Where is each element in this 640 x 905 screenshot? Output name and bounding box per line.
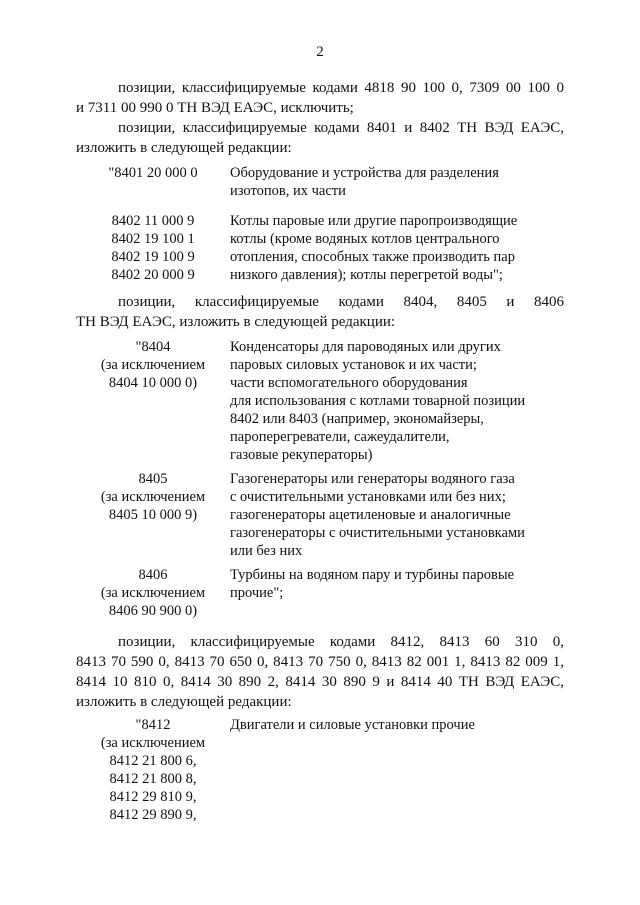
- text-line: изложить в следующей редакции:: [76, 140, 292, 156]
- desc-line: Оборудование и устройства для разделения: [230, 165, 499, 181]
- entry-code: [76, 566, 230, 620]
- desc-line: или без них: [230, 543, 303, 559]
- code-line: (за исключением: [100, 735, 206, 751]
- entry-description: [230, 164, 570, 200]
- code-line: 8402 19 100 1: [111, 231, 195, 247]
- entry-code: [76, 212, 230, 284]
- code-line: 8404 10 000 0): [108, 375, 198, 391]
- code-line: 8412 29 810 9,: [109, 789, 197, 805]
- code-line: (за исключением: [100, 585, 206, 601]
- code-line: 8412 21 800 8,: [109, 771, 197, 787]
- code-line: (за исключением: [100, 489, 206, 505]
- entry-code: [76, 716, 230, 824]
- desc-line: прочие";: [230, 585, 284, 601]
- desc-line: 8402 или 8403 (например, экономайзеры,: [230, 411, 484, 427]
- text-line: и 7311 00 990 0 ТН ВЭД ЕАЭС, исключить;: [76, 100, 354, 116]
- desc-line: паровых силовых установок и их части;: [230, 357, 477, 373]
- entry-code: [76, 338, 230, 392]
- code-line: 8406 90 900 0): [108, 603, 198, 619]
- code-line: "8404: [135, 339, 171, 355]
- desc-line: отопления, способных также производить пар: [230, 249, 515, 265]
- entry-description: [230, 338, 570, 464]
- text-line: позиции, классифицируемые кодами 4818 90 100 0, 7309 00 100 0: [118, 80, 564, 96]
- code-line: 8402 19 100 9: [111, 249, 195, 265]
- code-line: "8401 20 000 0: [108, 165, 198, 181]
- desc-line: для использования с котлами товарной позиции: [230, 393, 526, 409]
- code-line: 8402 11 000 9: [111, 213, 195, 229]
- paragraph-8412-8414: [76, 632, 564, 712]
- desc-line: газогенераторы с очистительными установками: [230, 525, 525, 541]
- code-line: "8412: [135, 717, 171, 733]
- paragraph-8401-8402: [76, 118, 564, 158]
- text-line: позиции, классифицируемые кодами 8404, 8405 и 8406: [118, 294, 564, 310]
- paragraph-excluded: [76, 78, 564, 118]
- text-line: 8413 70 590 0, 8413 70 650 0, 8413 70 750 0, 8413 82 001 1, 8413 82 009 1,: [76, 654, 564, 670]
- desc-line: газовые рекуператоры): [230, 447, 373, 463]
- desc-line: Двигатели и силовые установки прочие: [230, 717, 475, 733]
- code-line: (за исключением: [100, 357, 206, 373]
- text-line: позиции, классифицируемые кодами 8401 и 8402 ТН ВЭД ЕАЭС,: [118, 120, 564, 136]
- code-line: 8402 20 000 9: [111, 267, 195, 283]
- entry-code: [76, 470, 230, 524]
- desc-line: изотопов, их части: [230, 183, 346, 199]
- desc-line: Котлы паровые или другие паропроизводящие: [230, 213, 518, 229]
- code-line: 8406: [138, 567, 168, 583]
- text-line: изложить в следующей редакции:: [76, 694, 292, 710]
- desc-line: низкого давления); котлы перегретой воды";: [230, 267, 503, 283]
- paragraph-8404-8406: [76, 292, 564, 332]
- desc-line: Конденсаторы для пароводяных или других: [230, 339, 501, 355]
- text-line: 8414 10 810 0, 8414 30 890 2, 8414 30 890 9 и 8414 40 ТН ВЭД ЕАЭС,: [76, 674, 564, 690]
- desc-line: части вспомогательного оборудования: [230, 375, 468, 391]
- entry-description: [230, 212, 570, 284]
- desc-line: Газогенераторы или генераторы водяного газа: [230, 471, 515, 487]
- page-number: 2: [316, 44, 324, 60]
- entry-description: [230, 566, 570, 602]
- code-line: 8412 29 890 9,: [109, 807, 197, 823]
- text-line: позиции, классифицируемые кодами 8412, 8413 60 310 0,: [118, 634, 564, 650]
- text-line: ТН ВЭД ЕАЭС, изложить в следующей редакции:: [76, 314, 396, 330]
- entry-code: [76, 164, 230, 182]
- entry-description: [230, 716, 570, 734]
- code-line: 8412 21 800 6,: [109, 753, 197, 769]
- desc-line: Турбины на водяном пару и турбины паровые: [230, 567, 515, 583]
- code-line: 8405: [138, 471, 168, 487]
- entry-description: [230, 470, 570, 560]
- desc-line: с очистительными установками или без них;: [230, 489, 506, 505]
- desc-line: пароперегреватели, сажеудалители,: [230, 429, 450, 445]
- code-line: 8405 10 000 9): [108, 507, 198, 523]
- desc-line: газогенераторы ацетиленовые и аналогичные: [230, 507, 511, 523]
- desc-line: котлы (кроме водяных котлов центрального: [230, 231, 500, 247]
